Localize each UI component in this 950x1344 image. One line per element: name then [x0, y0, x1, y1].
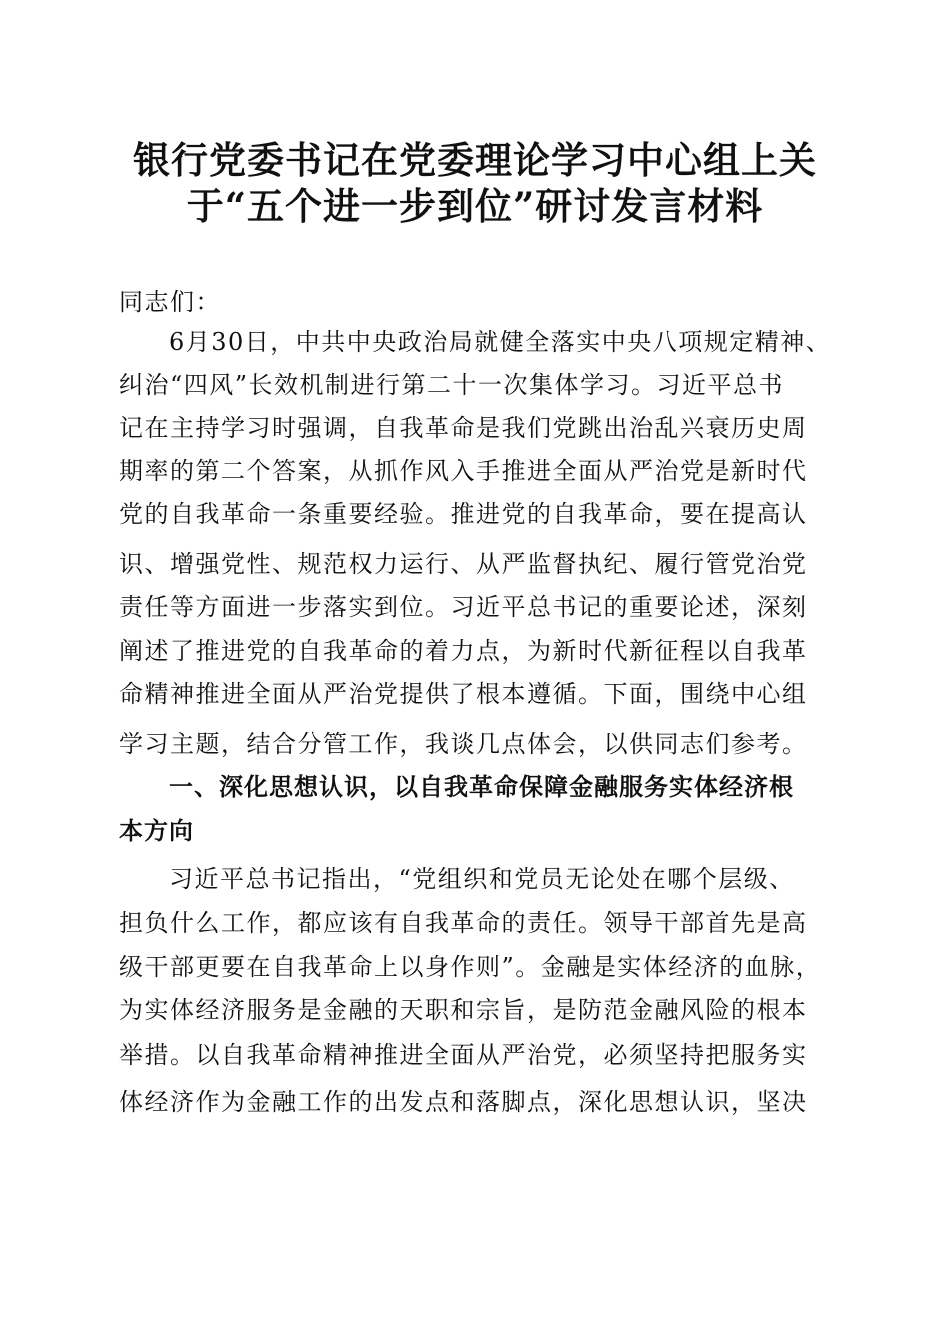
paragraph-2-line-4: 为实体经济服务是金融的天职和宗旨，是防范金融风险的根本	[119, 996, 808, 1024]
paragraph-1-line-9: 命精神推进全面从严治党提供了根本遵循。下面，围绕中心组	[119, 680, 808, 708]
section-heading-1-line-2: 本方向	[119, 817, 194, 845]
paragraph-1-line-3: 记在主持学习时强调，自我革命是我们党跳出治乱兴衰历史周	[119, 414, 808, 442]
paragraph-2-line-1: 习近平总书记指出，“党组织和党员无论处在哪个层级、	[169, 865, 795, 893]
paragraph-1-line-7: 责任等方面进一步落实到位。习近平总书记的重要论述，深刻	[119, 593, 808, 621]
paragraph-2-line-2: 担负什么工作，都应该有自我革命的责任。领导干部首先是高	[119, 909, 808, 937]
paragraph-2-line-5: 举措。以自我革命精神推进全面从严治党，必须坚持把服务实	[119, 1041, 808, 1069]
paragraph-2-line-6: 体经济作为金融工作的出发点和落脚点，深化思想认识，坚决	[119, 1088, 808, 1116]
paragraph-1-line-6: 识、增强党性、规范权力运行、从严监督执纪、履行管党治党	[119, 550, 808, 578]
paragraph-1-line-1: 6月30日，中共中央政治局就健全落实中央八项规定精神、	[169, 328, 832, 356]
paragraph-1-line-2: 纠治“四风”长效机制进行第二十一次集体学习。习近平总书	[119, 371, 785, 399]
paragraph-1-line-10: 学习主题，结合分管工作，我谈几点体会，以供同志们参考。	[119, 730, 808, 758]
paragraph-2-line-3: 级干部更要在自我革命上以身作则”。金融是实体经济的血脉，	[119, 953, 822, 981]
document-title-line-1: 银行党委书记在党委理论学习中心组上关	[133, 138, 817, 182]
document-title-line-2: 于“五个进一步到位”研讨发言材料	[186, 184, 764, 228]
paragraph-1-line-8: 阐述了推进党的自我革命的着力点，为新时代新征程以自我革	[119, 637, 808, 665]
section-heading-1-line-1: 一、深化思想认识，以自我革命保障金融服务实体经济根	[169, 773, 794, 801]
paragraph-1-line-5: 党的自我革命一条重要经验。推进党的自我革命，要在提高认	[119, 500, 808, 528]
paragraph-1-line-4: 期率的第二个答案，从抓作风入手推进全面从严治党是新时代	[119, 457, 808, 485]
salutation: 同志们：	[119, 288, 221, 316]
